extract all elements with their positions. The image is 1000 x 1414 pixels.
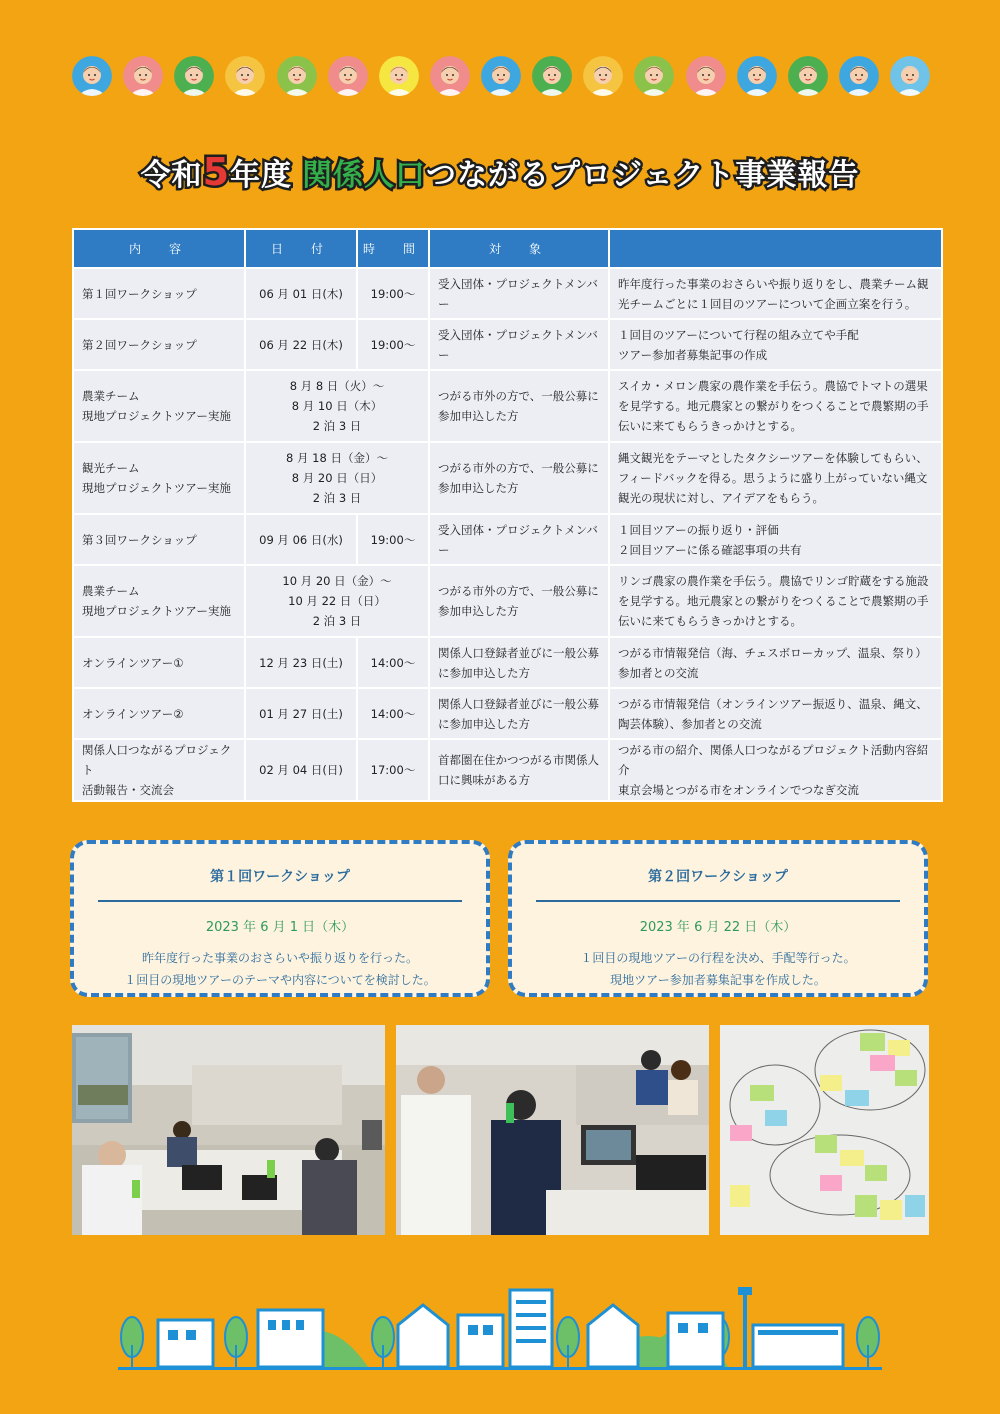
cell-target: 受入団体・プロジェクトメンバー [430, 269, 608, 318]
avatar-row [72, 56, 932, 100]
photo-online-session [396, 1025, 709, 1235]
cell-date: 10 月 20 日（金）～ 10 月 22 日（日） 2 泊 3 日 [246, 566, 428, 636]
town-illustration [118, 1285, 882, 1370]
person-avatar-icon [481, 56, 521, 96]
cell-target: つがる市外の方で、一般公募に参加申込した方 [430, 443, 608, 513]
cell-date: 06 月 01 日(木) [246, 269, 356, 318]
page-title [0, 150, 1000, 194]
header-date: 日 付 [246, 230, 356, 267]
workshop-date: 2023 年 6 月 22 日（木） [639, 920, 797, 935]
cell-time: 19:00～ [358, 515, 428, 564]
table-row [74, 566, 941, 636]
cell-time: 19:00～ [358, 320, 428, 369]
cell-target: 受入団体・プロジェクトメンバー [430, 515, 608, 564]
person-avatar-icon [123, 56, 163, 96]
cell-content: 農業チーム 現地プロジェクトツアー実施 [74, 566, 244, 636]
cell-detail: １回目ツアーの振り返り・評価 ２回目ツアーに係る確認事項の共有 [610, 515, 941, 564]
person-avatar-icon [686, 56, 726, 96]
cell-date: 09 月 06 日(水) [246, 515, 356, 564]
cell-target: つがる市外の方で、一般公募に参加申込した方 [430, 566, 608, 636]
person-avatar-icon [583, 56, 623, 96]
house-icon [668, 1313, 723, 1367]
house-icon [398, 1305, 448, 1367]
cell-time: 19:00～ [358, 269, 428, 318]
cell-time: 14:00～ [358, 689, 428, 738]
cell-target: 受入団体・プロジェクトメンバー [430, 320, 608, 369]
cell-content: 農業チーム 現地プロジェクトツアー実施 [74, 371, 244, 441]
cell-date: 02 月 04 日(日) [246, 740, 356, 800]
cell-date: 06 月 22 日(木) [246, 320, 356, 369]
person-avatar-icon [634, 56, 674, 96]
table-row [74, 371, 941, 441]
house-icon [588, 1305, 638, 1367]
workshop-text: 昨年度行った事業のおさらいや振り返りを行った。 １回目の現地ツアーのテーマや内容についてを検討した。 [124, 951, 436, 987]
schedule-table [72, 228, 939, 797]
cell-target: 関係人口登録者並びに一般公募に参加申込した方 [430, 689, 608, 738]
title-part3: つながるプロジェクト事業報告 [426, 158, 860, 193]
workshop-box-2 [508, 840, 928, 997]
cell-content: オンラインツアー② [74, 689, 244, 738]
cell-time: 14:00～ [358, 638, 428, 687]
table-row [74, 740, 941, 800]
cell-content: オンラインツアー① [74, 638, 244, 687]
workshop-text: １回目の現地ツアーの行程を決め、手配等行った。 現地ツアー参加者募集記事を作成した。 [580, 951, 856, 987]
cell-time: 17:00～ [358, 740, 428, 800]
workshop-box-1 [70, 840, 490, 997]
title-green: 関係人口 [302, 158, 427, 193]
cell-detail: １回目のツアーについて行程の組み立てや手配 ツアー参加者募集記事の作成 [610, 320, 941, 369]
cell-detail: つがる市の紹介、関係人口つながるプロジェクト活動内容紹介 東京会場とつがる市をオンラインでつなぎ交流 [610, 740, 941, 800]
cell-date: 01 月 27 日(土) [246, 689, 356, 738]
header-content: 内 容 [74, 230, 244, 267]
person-avatar-icon [737, 56, 777, 96]
cell-content: 第３回ワークショップ [74, 515, 244, 564]
person-avatar-icon [788, 56, 828, 96]
divider [536, 900, 900, 902]
photo-workshop-room [72, 1025, 385, 1235]
table-row [74, 269, 941, 318]
table-row [74, 443, 941, 513]
cell-date: 8 月 18 日（金）～ 8 月 20 日（日） 2 泊 3 日 [246, 443, 428, 513]
header-detail [610, 230, 941, 267]
cell-content: 観光チーム 現地プロジェクトツアー実施 [74, 443, 244, 513]
apartment-icon [258, 1310, 323, 1367]
cell-detail: つがる市情報発信（オンラインツアー振返り、温泉、縄文、陶芸体験）、参加者との交流 [610, 689, 941, 738]
divider [98, 900, 462, 902]
person-avatar-icon [379, 56, 419, 96]
cell-detail: つがる市情報発信（海、チェスボローカップ、温泉、祭り） 参加者との交流 [610, 638, 941, 687]
cell-date: 8 月 8 日（火）～ 8 月 10 日（木） 2 泊 3 日 [246, 371, 428, 441]
table-row [74, 515, 941, 564]
cell-content: 第２回ワークショップ [74, 320, 244, 369]
person-avatar-icon [277, 56, 317, 96]
workshop-title: 第１回ワークショップ [210, 869, 350, 885]
cell-content: 関係人口つながるプロジェクト 活動報告・交流会 [74, 740, 244, 800]
person-avatar-icon [328, 56, 368, 96]
photo-mind-map [720, 1025, 929, 1235]
cell-detail: リンゴ農家の農作業を手伝う。農協でリンゴ貯蔵をする施設を見学する。地元農家との繋がりをつくることで農繁期の手伝いに来てもらうきっかけとする。 [610, 566, 941, 636]
workshop-date: 2023 年 6 月 1 日（木） [205, 920, 355, 935]
cell-detail: スイカ・メロン農家の農作業を手伝う。農協でトマトの選果を見学する。地元農家との繋がりをつくることで農繁期の手伝いに来てもらうきっかけとする。 [610, 371, 941, 441]
cell-target: つがる市外の方で、一般公募に参加申込した方 [430, 371, 608, 441]
person-avatar-icon [430, 56, 470, 96]
person-avatar-icon [839, 56, 879, 96]
table-row [74, 638, 941, 687]
cell-target: 首都圏在住かつつがる市関係人口に興味がある方 [430, 740, 608, 800]
house-icon [158, 1320, 213, 1367]
house-icon [458, 1315, 503, 1367]
table-row [74, 689, 941, 738]
title-part2: 年度 [230, 158, 293, 193]
person-avatar-icon [225, 56, 265, 96]
table-header-row [74, 230, 941, 267]
cell-detail: 昨年度行った事業のおさらいや振り返りをし、農業チーム観光チームごとに１回目のツアーについて企画立案を行う。 [610, 269, 941, 318]
person-avatar-icon [174, 56, 214, 96]
person-avatar-icon [890, 56, 930, 96]
cell-detail: 縄文観光をテーマとしたタクシーツアーを体験してもらい、フィードバックを得る。思うように盛り上がっていない縄文観光の現状に対し、アイデアをもらう。 [610, 443, 941, 513]
header-target: 対 象 [430, 230, 608, 267]
title-number: 5 [202, 150, 231, 194]
person-avatar-icon [532, 56, 572, 96]
workshop-title: 第２回ワークショップ [648, 869, 788, 885]
cell-target: 関係人口登録者並びに一般公募に参加申込した方 [430, 638, 608, 687]
person-avatar-icon [72, 56, 112, 96]
table-row [74, 320, 941, 369]
cell-content: 第１回ワークショップ [74, 269, 244, 318]
title-part1: 令和 [140, 158, 203, 193]
cell-date: 12 月 23 日(土) [246, 638, 356, 687]
header-time: 時 間 [358, 230, 428, 267]
